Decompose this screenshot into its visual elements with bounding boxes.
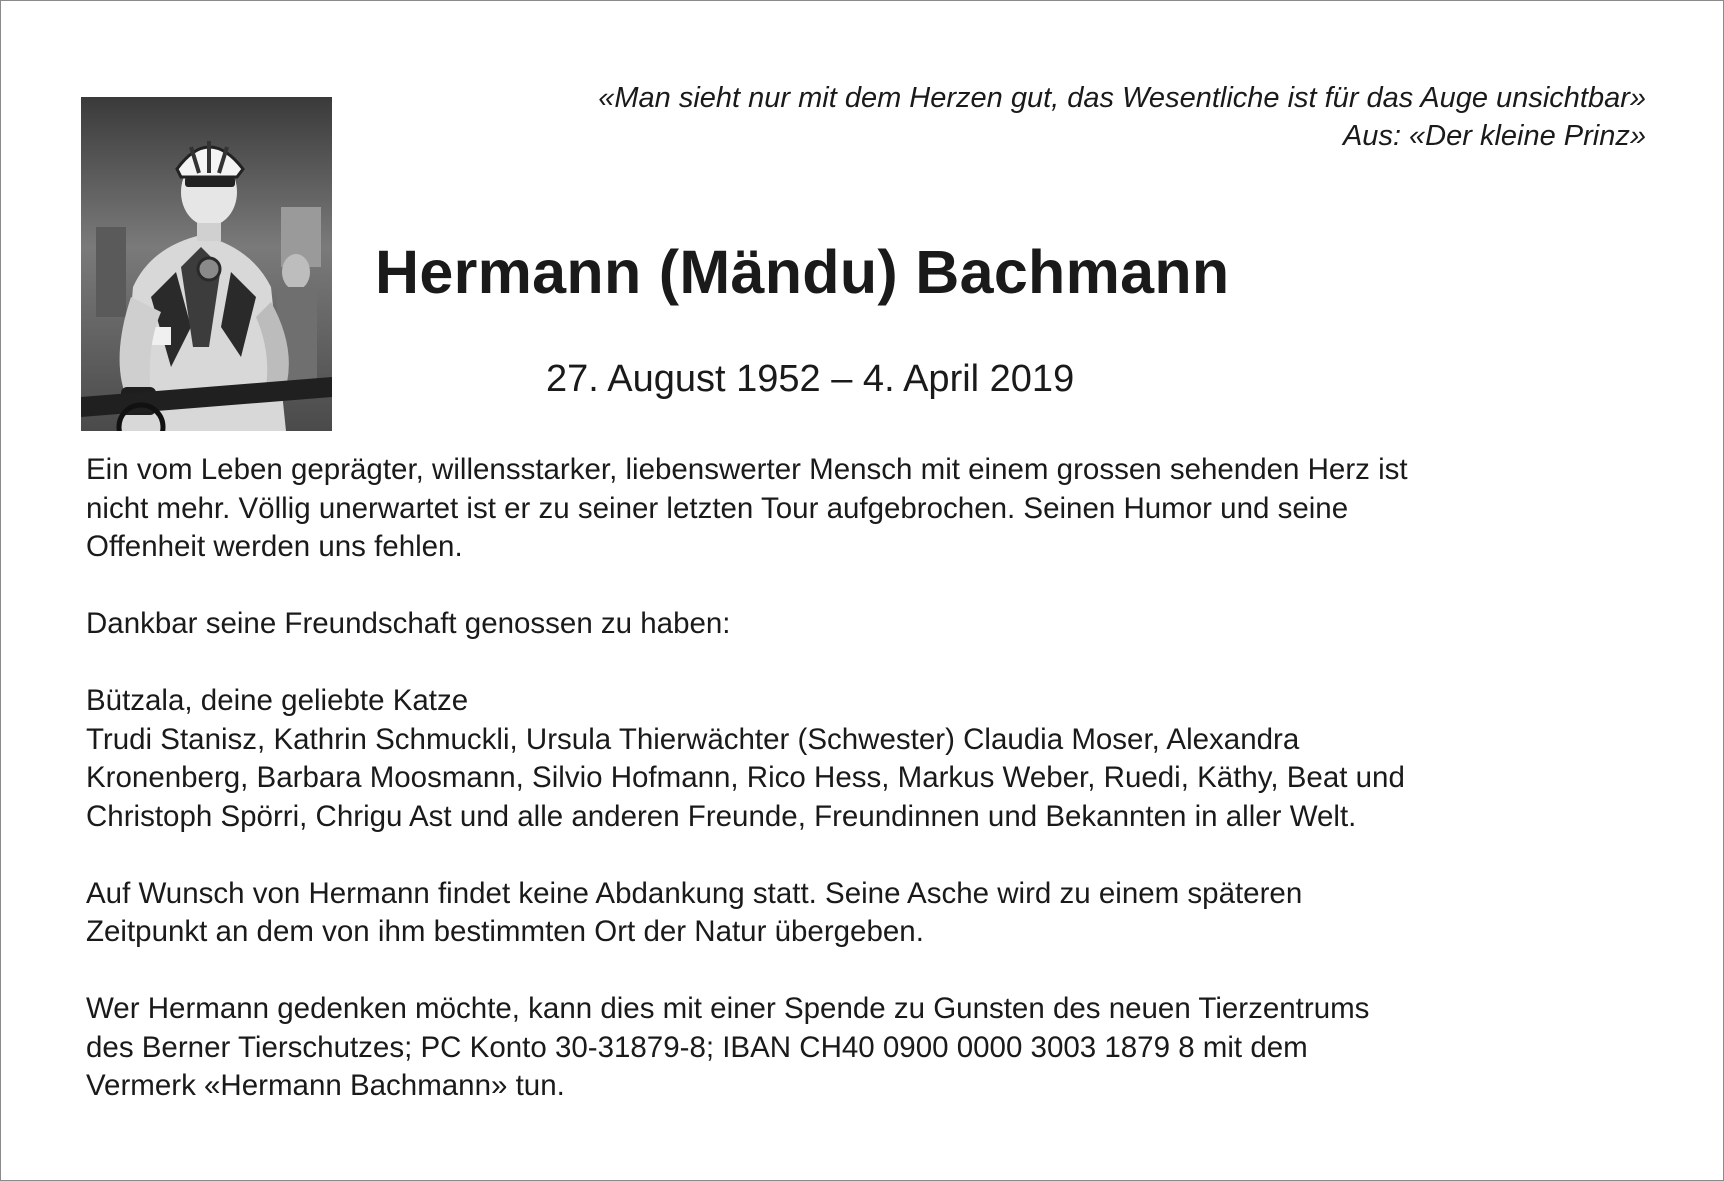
life-dates: 27. August 1952 – 4. April 2019 (546, 358, 1075, 400)
deceased-name: Hermann (Mändu) Bachmann (375, 238, 1230, 306)
donation-note (86, 990, 1686, 1106)
text-line: Vermerk «Hermann Bachmann» tun. (86, 1069, 565, 1102)
text-line: Offenheit werden uns fehlen. (86, 530, 463, 563)
quote-source: Aus: «Der kleine Prinz» (1342, 120, 1646, 152)
mourners-list (86, 682, 1686, 836)
portrait-cyclist-icon (81, 97, 332, 431)
text-line: Auf Wunsch von Hermann findet keine Abdankung statt. Seine Asche wird zu einem späteren (86, 876, 1303, 910)
text-line: Wer Hermann gedenken möchte, kann dies mit einer Spende zu Gunsten des neuen Tierzentrums (86, 992, 1370, 1025)
funeral-note (86, 875, 1686, 952)
thanks-intro (86, 605, 1686, 644)
text-line: Dankbar seine Freundschaft genossen zu haben: (86, 607, 731, 640)
text-line: Kronenberg, Barbara Moosmann, Silvio Hofmann, Rico Hess, Markus Weber, Ruedi, Käthy, Beat und (86, 761, 1405, 794)
epigraph-quote (598, 79, 1646, 155)
quote-text: «Man sieht nur mit dem Herzen gut, das Wesentliche ist für das Auge unsichtbar» (598, 82, 1646, 114)
text-line: Ein vom Leben geprägter, willensstarker, liebenswerter Mensch mit einem grossen sehenden Herz ist (86, 453, 1408, 486)
text-line: des Berner Tierschutzes; PC Konto 30-31879-8; IBAN CH40 0900 0000 3003 1879 8 mit dem (86, 1030, 1308, 1064)
text-line: nicht mehr. Völlig unerwartet ist er zu seiner letzten Tour aufgebrochen. Seinen Humor und seine (86, 491, 1349, 525)
portrait-photo (81, 97, 332, 431)
text-line: Christoph Spörri, Chrigu Ast und alle anderen Freunde, Freundinnen und Bekannten in aller Welt. (86, 799, 1357, 833)
text-line: Trudi Stanisz, Kathrin Schmuckli, Ursula Thierwächter (Schwester) Claudia Moser, Alexandra (86, 722, 1300, 756)
text-line: Bützala, deine geliebte Katze (86, 684, 469, 717)
obituary-body (86, 451, 1686, 1106)
tribute-paragraph (86, 451, 1686, 567)
text-line: Zeitpunkt an dem von ihm bestimmten Ort der Natur übergeben. (86, 915, 924, 948)
